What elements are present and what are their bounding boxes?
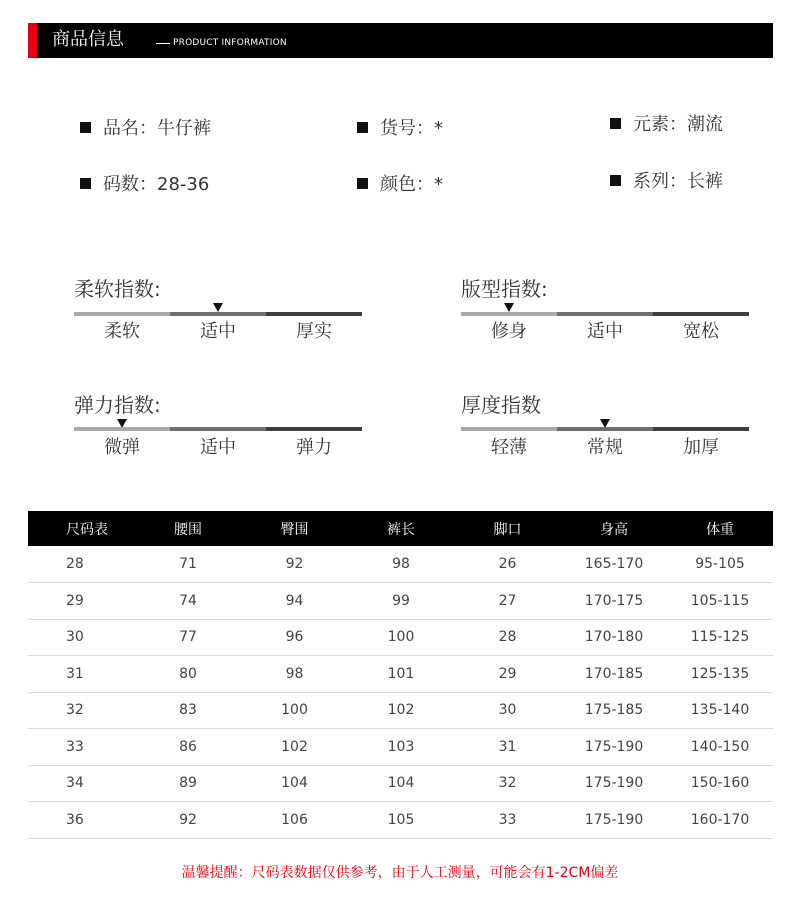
fit-scale-bar bbox=[461, 312, 749, 316]
table-cell: 26 bbox=[454, 546, 561, 583]
table-cell: 86 bbox=[135, 729, 241, 766]
table-cell: 105-115 bbox=[667, 583, 773, 620]
info-item-no-text: 货号：* bbox=[380, 118, 443, 139]
thickness-scale-title: 厚度指数 bbox=[461, 393, 541, 417]
table-cell: 105 bbox=[348, 802, 454, 839]
table-cell: 32 bbox=[454, 765, 561, 802]
table-cell: 106 bbox=[241, 802, 348, 839]
square-bullet-icon bbox=[357, 122, 368, 133]
table-row bbox=[28, 729, 773, 766]
table-cell: 33 bbox=[28, 729, 135, 766]
scale-option-label: 宽松 bbox=[683, 321, 719, 342]
table-cell: 92 bbox=[135, 802, 241, 839]
softness-marker-icon bbox=[213, 303, 223, 312]
softness-scale-labels bbox=[74, 321, 362, 343]
table-cell: 150-160 bbox=[667, 765, 773, 802]
scale-option-label: 适中 bbox=[200, 321, 236, 342]
table-cell: 170-180 bbox=[561, 619, 667, 656]
table-row bbox=[28, 765, 773, 802]
table-cell: 33 bbox=[454, 802, 561, 839]
table-cell: 77 bbox=[135, 619, 241, 656]
info-item-no bbox=[357, 118, 443, 140]
info-element bbox=[610, 114, 723, 136]
table-cell: 29 bbox=[28, 583, 135, 620]
table-cell: 96 bbox=[241, 619, 348, 656]
section-title: 商品信息 bbox=[52, 29, 124, 50]
table-cell: 160-170 bbox=[667, 802, 773, 839]
table-cell: 104 bbox=[241, 765, 348, 802]
info-name-text: 品名：牛仔裤 bbox=[103, 118, 211, 139]
table-cell: 101 bbox=[348, 656, 454, 693]
table-cell: 27 bbox=[454, 583, 561, 620]
column-header: 裤长 bbox=[348, 511, 454, 546]
scale-option-label: 适中 bbox=[587, 321, 623, 342]
table-cell: 74 bbox=[135, 583, 241, 620]
thickness-scale bbox=[461, 393, 749, 463]
fit-scale-labels bbox=[461, 321, 749, 343]
size-table bbox=[28, 511, 773, 839]
scale-option-label: 常规 bbox=[587, 437, 623, 458]
info-series bbox=[610, 171, 723, 193]
table-cell: 104 bbox=[348, 765, 454, 802]
scale-option-label: 弹力 bbox=[296, 437, 332, 458]
table-cell: 135-140 bbox=[667, 692, 773, 729]
scale-option-label: 柔软 bbox=[104, 321, 140, 342]
table-cell: 36 bbox=[28, 802, 135, 839]
table-cell: 94 bbox=[241, 583, 348, 620]
table-cell: 170-175 bbox=[561, 583, 667, 620]
section-subtitle-text: PRODUCT INFORMATION bbox=[173, 38, 287, 48]
table-cell: 98 bbox=[241, 656, 348, 693]
softness-scale-title: 柔软指数: bbox=[74, 277, 161, 301]
fit-scale-title: 版型指数: bbox=[461, 277, 548, 301]
square-bullet-icon bbox=[80, 122, 91, 133]
fit-scale bbox=[461, 277, 749, 347]
square-bullet-icon bbox=[610, 175, 621, 186]
table-cell: 115-125 bbox=[667, 619, 773, 656]
info-color-text: 颜色：* bbox=[380, 174, 443, 195]
table-cell: 175-190 bbox=[561, 729, 667, 766]
table-cell: 28 bbox=[454, 619, 561, 656]
table-row bbox=[28, 692, 773, 729]
column-header: 体重 bbox=[667, 511, 773, 546]
table-cell: 170-185 bbox=[561, 656, 667, 693]
scale-option-label: 轻薄 bbox=[491, 437, 527, 458]
scale-option-label: 加厚 bbox=[683, 437, 719, 458]
table-cell: 175-190 bbox=[561, 802, 667, 839]
column-header: 脚口 bbox=[454, 511, 561, 546]
scale-option-label: 适中 bbox=[200, 437, 236, 458]
table-cell: 28 bbox=[28, 546, 135, 583]
table-row bbox=[28, 546, 773, 583]
table-cell: 80 bbox=[135, 656, 241, 693]
scale-option-label: 微弹 bbox=[104, 437, 140, 458]
table-cell: 98 bbox=[348, 546, 454, 583]
table-cell: 99 bbox=[348, 583, 454, 620]
scale-option-label: 厚实 bbox=[296, 321, 332, 342]
column-header: 臀围 bbox=[241, 511, 348, 546]
table-row bbox=[28, 583, 773, 620]
size-table-header-row bbox=[28, 511, 773, 546]
column-header: 尺码表 bbox=[28, 511, 135, 546]
table-cell: 31 bbox=[28, 656, 135, 693]
elasticity-scale bbox=[74, 393, 362, 463]
info-element-text: 元素：潮流 bbox=[633, 114, 723, 135]
square-bullet-icon bbox=[80, 178, 91, 189]
table-cell: 175-185 bbox=[561, 692, 667, 729]
table-cell: 89 bbox=[135, 765, 241, 802]
table-row bbox=[28, 619, 773, 656]
scale-option-label: 修身 bbox=[491, 321, 527, 342]
table-cell: 125-135 bbox=[667, 656, 773, 693]
table-cell: 165-170 bbox=[561, 546, 667, 583]
table-cell: 102 bbox=[348, 692, 454, 729]
elasticity-scale-bar bbox=[74, 427, 362, 431]
table-cell: 34 bbox=[28, 765, 135, 802]
table-cell: 100 bbox=[241, 692, 348, 729]
thickness-scale-bar bbox=[461, 427, 749, 431]
info-name bbox=[80, 118, 211, 140]
column-header: 身高 bbox=[561, 511, 667, 546]
section-subtitle bbox=[156, 37, 287, 49]
column-header: 腰围 bbox=[135, 511, 241, 546]
info-size-range bbox=[80, 174, 209, 196]
softness-scale-bar bbox=[74, 312, 362, 316]
elasticity-scale-labels bbox=[74, 437, 362, 459]
table-cell: 95-105 bbox=[667, 546, 773, 583]
table-cell: 71 bbox=[135, 546, 241, 583]
info-series-text: 系列：长裤 bbox=[633, 171, 723, 192]
square-bullet-icon bbox=[357, 178, 368, 189]
table-cell: 30 bbox=[28, 619, 135, 656]
table-row bbox=[28, 656, 773, 693]
table-cell: 140-150 bbox=[667, 729, 773, 766]
softness-scale bbox=[74, 277, 362, 347]
fit-marker-icon bbox=[504, 303, 514, 312]
table-cell: 103 bbox=[348, 729, 454, 766]
section-header bbox=[28, 23, 773, 58]
subtitle-dash bbox=[156, 43, 170, 44]
info-color bbox=[357, 174, 443, 196]
table-cell: 102 bbox=[241, 729, 348, 766]
table-cell: 29 bbox=[454, 656, 561, 693]
measurement-notice: 温馨提醒：尺码表数据仅供参考，由于人工测量，可能会有1-2CM偏差 bbox=[181, 865, 619, 881]
table-row bbox=[28, 802, 773, 839]
header-accent-bar bbox=[28, 23, 37, 58]
info-size-range-text: 码数：28-36 bbox=[103, 174, 210, 195]
table-cell: 32 bbox=[28, 692, 135, 729]
table-cell: 30 bbox=[454, 692, 561, 729]
table-cell: 92 bbox=[241, 546, 348, 583]
table-cell: 100 bbox=[348, 619, 454, 656]
square-bullet-icon bbox=[610, 118, 621, 129]
table-cell: 175-190 bbox=[561, 765, 667, 802]
table-cell: 83 bbox=[135, 692, 241, 729]
elasticity-scale-title: 弹力指数: bbox=[74, 393, 161, 417]
thickness-scale-labels bbox=[461, 437, 749, 459]
table-cell: 31 bbox=[454, 729, 561, 766]
